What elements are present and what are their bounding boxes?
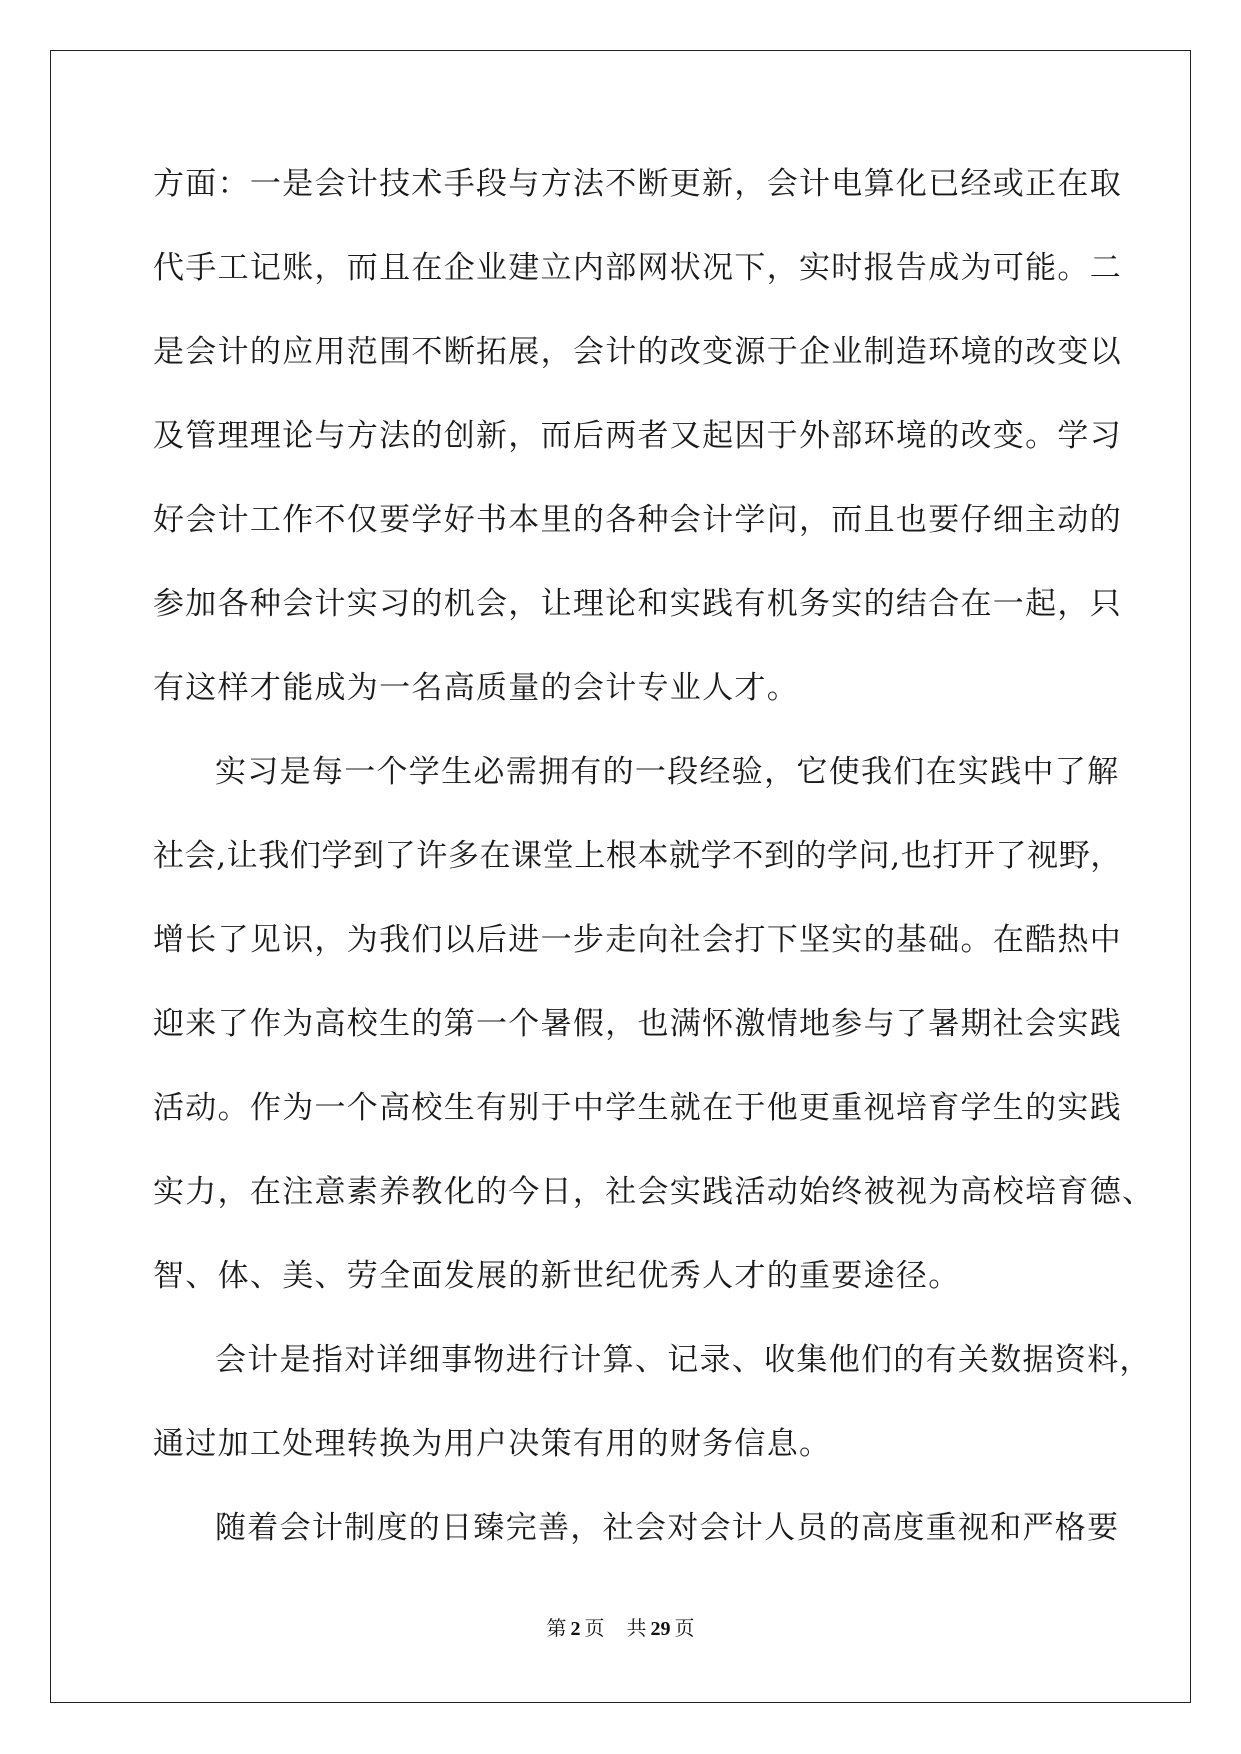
page-prefix: 第 [546, 1618, 567, 1640]
total-pages: 29 [650, 1618, 671, 1640]
text-line: 实力，在注意素养教化的今日，社会实践活动始终被视为高校培育德、 [153, 1174, 1155, 1210]
paragraph-start-line: 会计是指对详细事物进行计算、记录、收集他们的有关数据资料， [215, 1342, 1152, 1378]
total-suffix: 页 [674, 1618, 695, 1640]
text-line: 方面：一是会计技术手段与方法不断更新，会计电算化已经或正在取 [153, 166, 1122, 202]
paragraph-start-line: 随着会计制度的日臻完善，社会对会计人员的高度重视和严格要 [215, 1510, 1120, 1546]
text-line: 增长了见识，为我们以后进一步走向社会打下坚实的基础。在酷热中 [153, 922, 1122, 958]
text-line: 迎来了作为高校生的第一个暑假，也满怀激情地参与了暑期社会实践 [153, 1006, 1122, 1042]
text-line: 有这样才能成为一名高质量的会计专业人才。 [153, 670, 799, 706]
text-line: 及管理理论与方法的创新，而后两者又起因于外部环境的改变。学习 [153, 418, 1122, 454]
text-line: 活动。作为一个高校生有别于中学生就在于他更重视培育学生的实践 [153, 1090, 1122, 1126]
text-line: 智、体、美、劳全面发展的新世纪优秀人才的重要途径。 [153, 1258, 961, 1294]
text-line: 好会计工作不仅要学好书本里的各种会计学问，而且也要仔细主动的 [153, 502, 1122, 538]
page-number: 2 [570, 1618, 581, 1640]
text-line: 是会计的应用范围不断拓展，会计的改变源于企业制造环境的改变以 [153, 334, 1122, 370]
total-prefix: 共 [626, 1618, 647, 1640]
page-footer [0, 1612, 1241, 1641]
text-line: 社会,让我们学到了许多在课堂上根本就学不到的学问,也打开了视野， [153, 838, 1122, 874]
text-line: 代手工记账，而且在企业建立内部网状况下，实时报告成为可能。二 [153, 250, 1122, 286]
document-body [153, 156, 1155, 1584]
page-suffix: 页 [584, 1618, 605, 1640]
text-line: 通过加工处理转换为用户决策有用的财务信息。 [153, 1426, 832, 1462]
text-line: 参加各种会计实习的机会，让理论和实践有机务实的结合在一起，只 [153, 586, 1122, 622]
paragraph-start-line: 实习是每一个学生必需拥有的一段经验，它使我们在实践中了解 [215, 754, 1120, 790]
